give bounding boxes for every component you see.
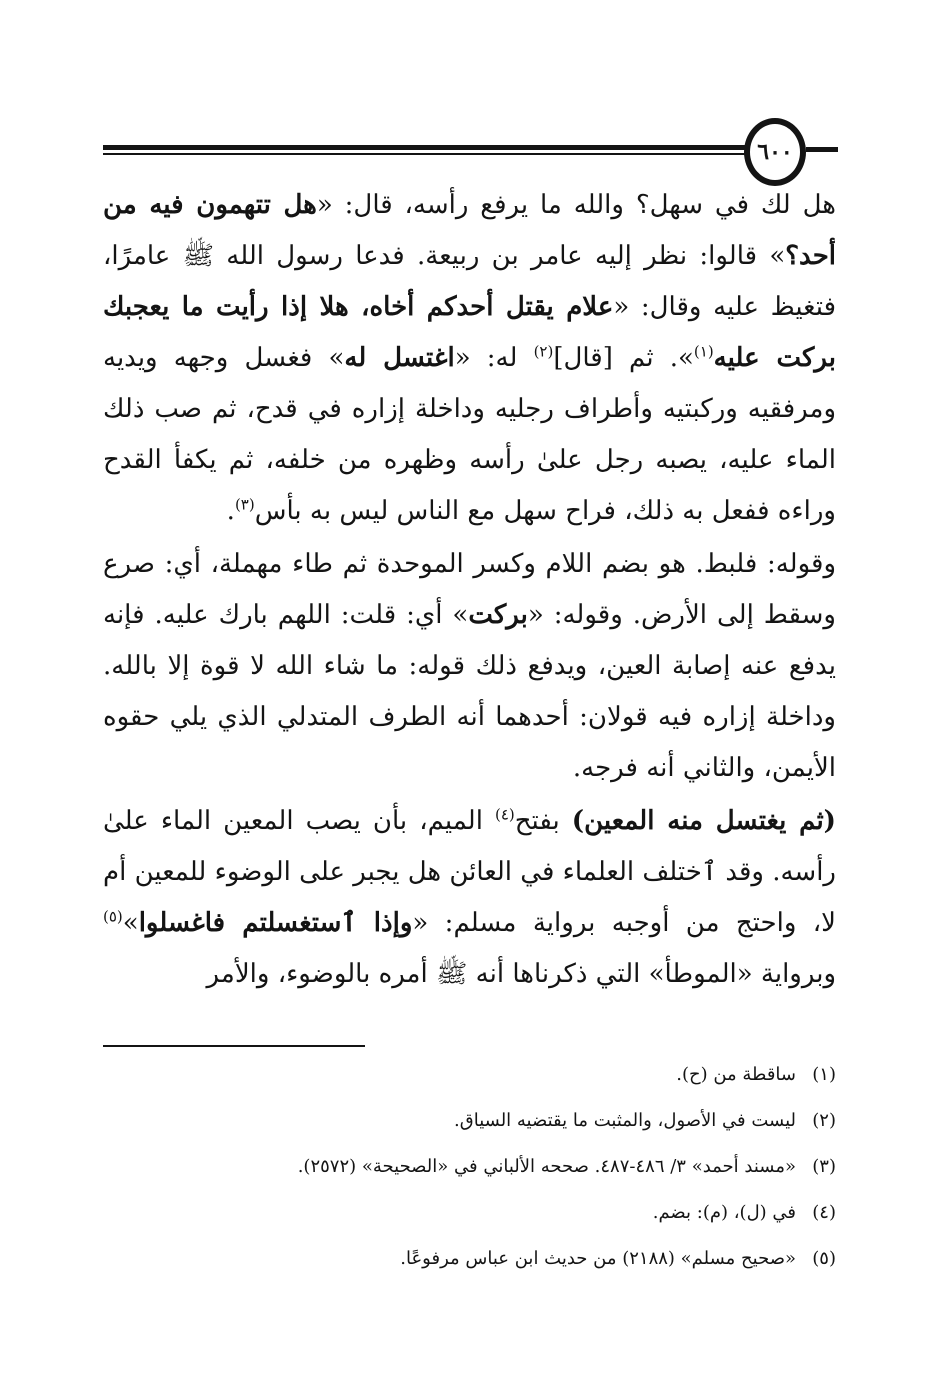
header-rule-tail [806,147,838,152]
quoted-hadith: علام يقتل أحدكم أخاه، هلا إذا رأيت ما يعجبك بركت عليه [103,292,837,373]
quoted-hadith: اغتسل له [344,343,455,373]
footnote-text: في (ل)، (م): بضم. [652,1202,796,1223]
text-segment: له: « [454,343,534,373]
footnote-ref: (٥) [103,907,123,926]
text-segment: الميم، بأن يصب المعين الماء علىٰ رأسه. وقد ٱختلف العلماء في العائن هل يجبر على الوضوء للمعين أم لا، واحتج من أوجبه برواية مسلم: « [103,806,836,938]
text-segment: هل لك في سهل؟ والله ما يرفع رأسه، قال: « [316,190,836,220]
footnote-text: ليست في الأصول، والمثبت ما يقتضيه السياق. [454,1110,796,1131]
main-text [103,180,836,1000]
page-number-text: ٦٠٠ [757,139,793,165]
footnote-ref: (٢) [533,342,554,361]
footnote-ref: (٤) [494,805,515,824]
page-number [744,118,806,186]
footnote-item [103,1236,836,1282]
paragraph-2 [103,539,836,794]
footnote-ref: (٣) [234,495,255,514]
footnote-item [103,1144,836,1190]
quoted-hadith: وإذا ٱستغسلتم فاغسلوا [138,908,413,938]
footnote-item [103,1098,836,1144]
footnote-item [103,1190,836,1236]
text-segment: وقوله: فلبط. هو بضم اللام وكسر الموحدة ثم طاء مهملة، أي: صرع وسقط إلى الأرض. وقوله: « [103,549,836,630]
quoted-word: بركت [468,600,528,630]
text-segment: . [226,496,235,526]
footnote-item [103,1052,836,1098]
footnote-number: (٥) [812,1248,836,1269]
footnote-separator [103,1045,365,1047]
text-segment: » فغسل وجهه ويديه ومرفقيه وركبتيه وأطراف رجليه وداخلة إزاره في قدح، ثم صب ذلك الماء عليه، يصبه رجل علىٰ رأسه وظهره من خلفه، ثم يكفأ القدح وراءه ففعل به ذلك، فراح سهل مع الناس ليس به بأس [103,343,836,526]
quoted-hadith: هل تتهمون فيه من أحد؟ [103,190,836,271]
text-segment: ». ثم [قال] [553,343,694,373]
text-segment: وبرواية «الموطأ» التي ذكرناها أنه ﷺ أمره بالوضوء، والأمر [206,959,836,989]
matn-quote: (ثم يغتسل منه المعين) [571,806,836,836]
footnotes [103,1052,836,1282]
footnote-text: «صحيح مسلم» (٢١٨٨) من حديث ابن عباس مرفوعًا. [400,1248,796,1269]
header-rule-thick [103,145,758,150]
text-segment: » قالوا: نظر إليه عامر بن ربيعة. فدعا رسول الله ﷺ عامرًا، فتغيظ عليه وقال: « [103,241,836,322]
paragraph-1 [103,180,836,537]
footnote-number: (٤) [812,1202,836,1223]
footnote-text: «مسند أحمد» ٣/ ٤٨٦-٤٨٧. صححه الألباني في «الصحيحة» (٢٥٧٢). [297,1156,796,1177]
footnote-number: (٣) [812,1156,836,1177]
footnote-ref: (١) [693,342,714,361]
text-segment: » [122,908,139,938]
page-header [103,118,838,188]
text-segment: » أي: قلت: اللهم بارك عليه. فإنه يدفع عنه إصابة العين، ويدفع ذلك قوله: ما شاء الله لا قوة إلا بالله. وداخلة إزاره فيه قولان: أحدهما أنه الطرف المتدلي الذي يلي حقوه الأيمن، والثاني أنه فرجه. [103,600,836,783]
paragraph-3 [103,796,836,1000]
header-rule-thin [103,153,758,155]
text-segment: بفتح [514,806,572,836]
footnote-text: ساقطة من (ح). [676,1064,796,1085]
footnote-number: (٢) [812,1110,836,1131]
footnote-number: (١) [812,1064,836,1085]
